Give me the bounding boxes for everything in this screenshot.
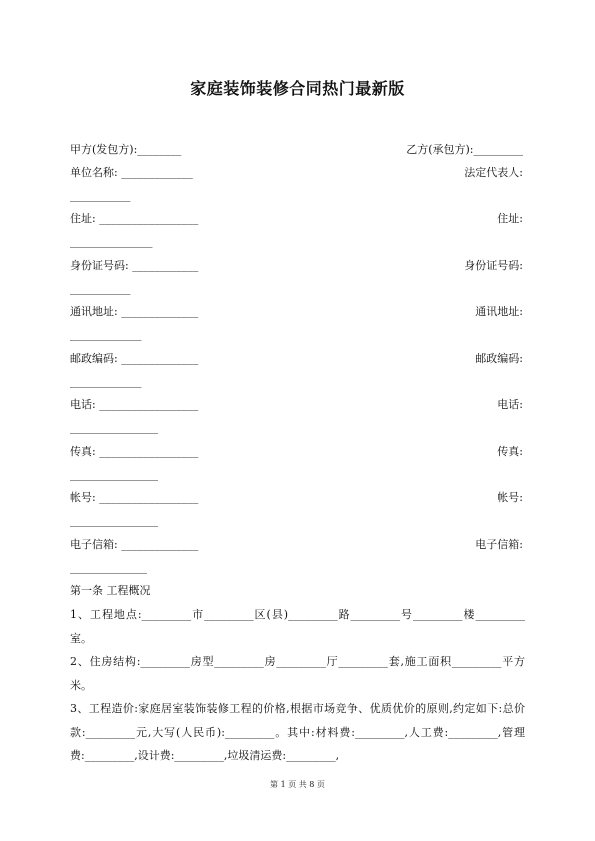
field-phone-a: 电话: __________________ [70, 398, 199, 411]
field-id-a: 身份证号码: ____________ [70, 259, 199, 272]
field-postcode-b: 邮政编码: [475, 352, 523, 365]
field-mailing-b-blank: _____________ [70, 328, 142, 341]
field-postcode-b-blank: _____________ [70, 375, 142, 388]
field-address-b: 住址: [497, 212, 523, 225]
field-legal-rep-blank: ___________ [70, 189, 131, 202]
field-mailing-b: 通讯地址: [475, 305, 523, 318]
document-title: 家庭装饰装修合同热门最新版 [190, 79, 405, 98]
field-email-b-blank: ______________ [70, 561, 147, 574]
item-3: 3、工程造价:家庭居室装饰装修工程的价格,根据市场竞争、优质优价的原则,约定如下:总价款:_________元,大写(人民币):_________。其中:材料费:_________,人工费:_________,管理费:_________,设计费:_________,垃圾清运费:_________, [70, 702, 525, 762]
field-id-b-blank: ___________ [70, 282, 131, 295]
field-fax-b: 传真: [497, 445, 523, 458]
field-id-b: 身份证号码: [464, 259, 523, 272]
section-heading: 第一条 工程概况 [70, 584, 151, 597]
field-company-name: 单位名称: _____________ [70, 166, 193, 179]
item-2: 2、住房结构:_________房型_________房_________厅_________套,施工面积_________平方米。 [70, 655, 525, 692]
party-b-label: 乙方(承包方):_________ [406, 143, 523, 156]
field-account-a: 帐号: __________________ [70, 491, 199, 504]
field-address-a: 住址: __________________ [70, 212, 199, 225]
field-account-b: 帐号: [497, 491, 523, 504]
field-fax-a: 传真: __________________ [70, 445, 199, 458]
page-footer: 第 1 页 共 8 页 [270, 780, 325, 789]
field-account-b-blank: ________________ [70, 514, 158, 527]
field-email-b: 电子信箱: [475, 538, 523, 551]
field-legal-rep: 法定代表人: [464, 166, 523, 179]
field-phone-b-blank: ________________ [70, 421, 158, 434]
field-postcode-a: 邮政编码: ______________ [70, 352, 199, 365]
field-email-a: 电子信箱: ______________ [70, 538, 199, 551]
field-address-b-blank: _______________ [70, 235, 153, 248]
field-phone-b: 电话: [497, 398, 523, 411]
field-fax-b-blank: ________________ [70, 468, 158, 481]
field-mailing-a: 通讯地址: ______________ [70, 305, 199, 318]
item-1: 1、工程地点:_________市_________区(县)_________路_________号_________楼_________室。 [70, 608, 525, 645]
party-a-label: 甲方(发包方):________ [70, 143, 182, 156]
